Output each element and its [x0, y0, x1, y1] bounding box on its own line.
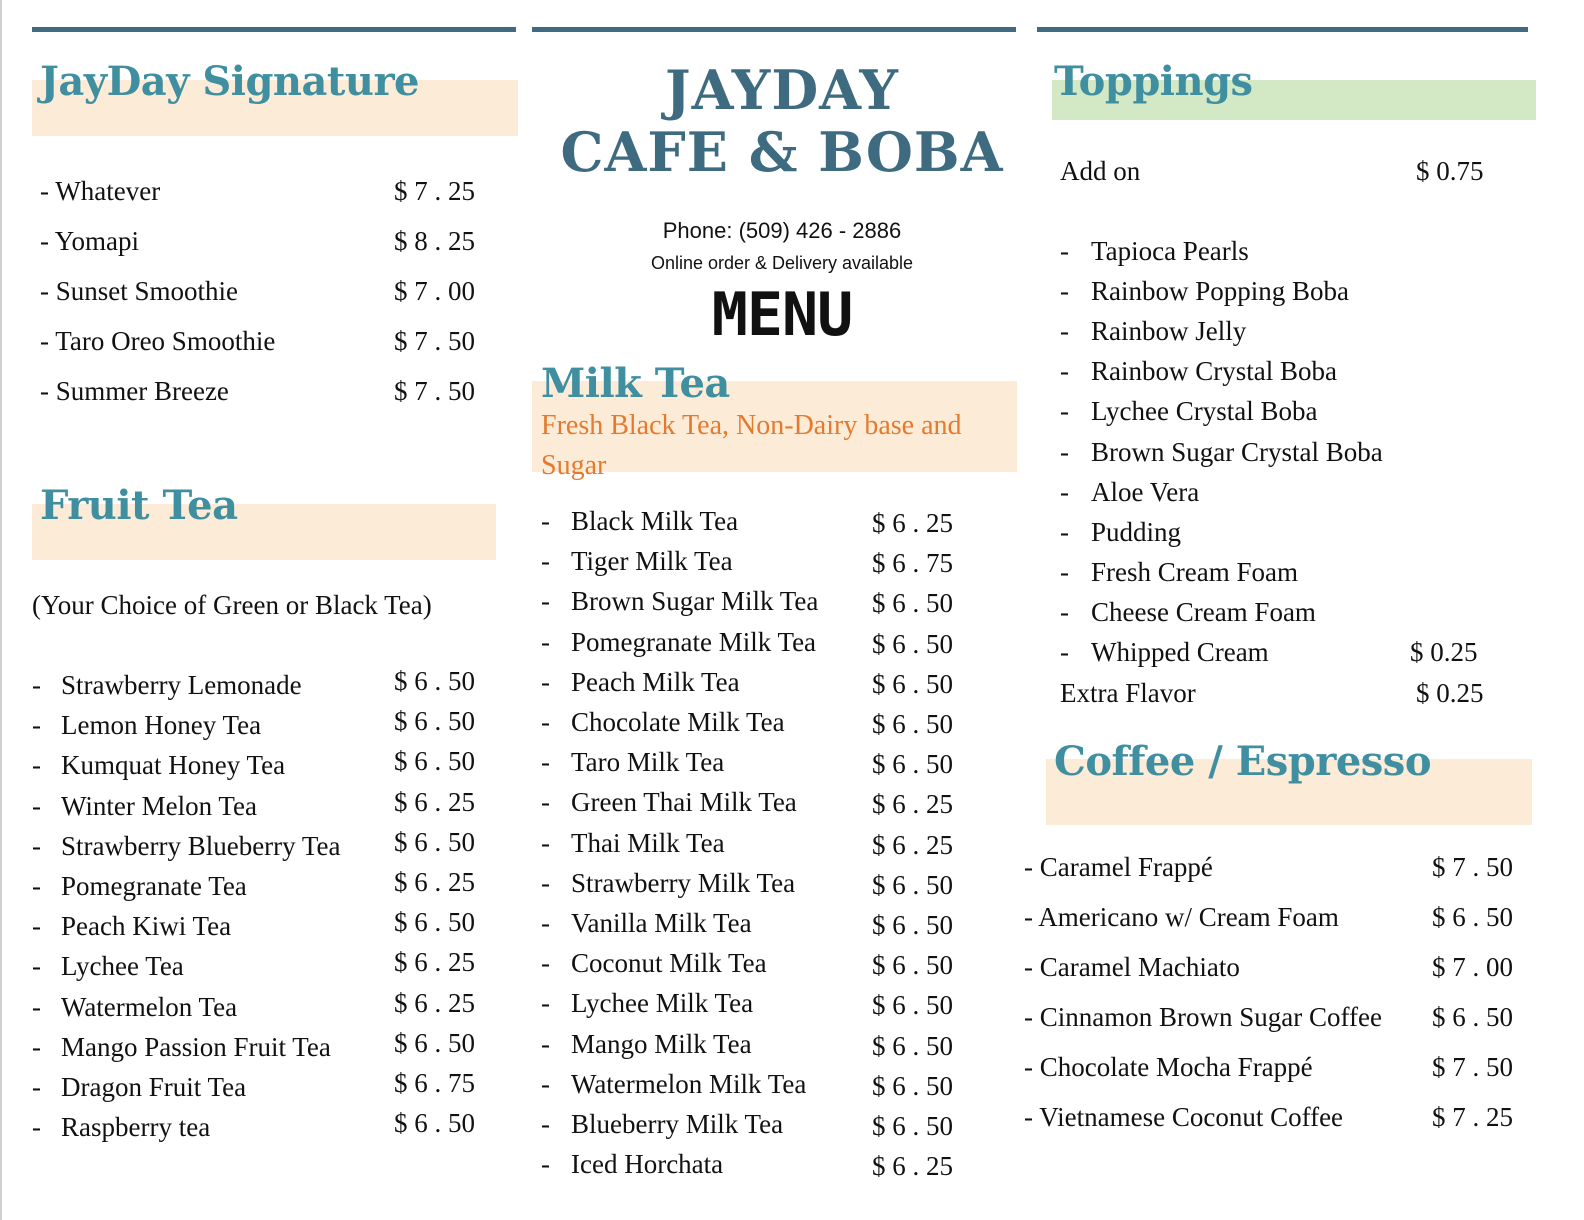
item-price: $ 6 . 25 [394, 867, 475, 897]
item-name: Fresh Cream Foam [1091, 556, 1298, 587]
item-name: Tiger Milk Tea [571, 546, 733, 577]
item-name: Cheese Cream Foam [1091, 596, 1316, 627]
item-name: Winter Melon Tea [61, 790, 257, 821]
item-price: $ 6 . 50 [394, 1027, 475, 1058]
item-name: Pomegranate Tea [61, 871, 247, 901]
item-price: $ 6 . 50 [872, 1030, 953, 1061]
item-name: Black Milk Tea [571, 506, 739, 536]
item-name: - Caramel Machiato [1024, 952, 1240, 982]
item-name: Thai Milk Tea [571, 827, 725, 858]
column-rule-right [1037, 27, 1528, 32]
item-name: Rainbow Jelly [1091, 316, 1247, 347]
item-price: $ 6 . 25 [872, 1151, 953, 1182]
item-price: $ 7 . 50 [394, 376, 475, 406]
item-name: Iced Horchata [571, 1149, 724, 1180]
bullet-dash: - [1060, 436, 1069, 467]
bullet-dash: - [541, 626, 550, 657]
column-rule-left [32, 27, 516, 32]
fruit-tea-heading: Fruit Tea [40, 482, 238, 529]
item-name: Mango Passion Fruit Tea [61, 1031, 331, 1062]
bullet-dash: - [541, 908, 550, 938]
item-price: $ 6 . 50 [872, 749, 953, 780]
bullet-dash: - [541, 747, 550, 778]
coffee-heading: Coffee / Espresso [1054, 738, 1432, 785]
item-price: $ 6 . 25 [394, 987, 475, 1018]
item-price: $ 6 . 50 [872, 990, 953, 1021]
item-name: Whipped Cream [1091, 637, 1269, 667]
cafe-title-line1: JAYDAY [665, 58, 899, 122]
item-price: $ 6 . 50 [394, 826, 475, 857]
bullet-dash: - [1060, 596, 1069, 627]
item-name: Mango Milk Tea [571, 1028, 752, 1059]
item-price: $ 7 . 50 [394, 326, 475, 356]
bullet-dash: - [32, 790, 41, 821]
item-name: - Whatever [40, 176, 161, 206]
item-name: Strawberry Milk Tea [571, 867, 796, 898]
item-price: $ 6 . 50 [872, 910, 953, 940]
item-name: - Taro Oreo Smoothie [40, 326, 276, 356]
milk-tea-subtitle-line2: Sugar [541, 450, 607, 481]
item-name: Strawberry Blueberry Tea [61, 830, 341, 861]
fruit-tea-note: (Your Choice of Green or Black Tea) [32, 590, 432, 620]
signature-heading: JayDay Signature [40, 58, 419, 105]
item-price: $ 6 . 50 [872, 668, 953, 699]
item-name: Blueberry Milk Tea [571, 1109, 784, 1139]
milk-tea-heading: Milk Tea [541, 360, 730, 407]
item-name: Rainbow Crystal Boba [1091, 356, 1337, 387]
item-name: Lychee Tea [61, 951, 184, 982]
item-name: - Cinnamon Brown Sugar Coffee [1024, 1002, 1382, 1032]
item-name: Peach Milk Tea [571, 666, 740, 697]
bullet-dash: - [541, 586, 550, 617]
item-price: $ 0.25 [1410, 637, 1478, 667]
bullet-dash: - [1060, 356, 1069, 387]
item-price: $ 6 . 75 [872, 548, 953, 579]
item-price: $ 6 . 50 [872, 869, 953, 900]
bullet-dash: - [541, 827, 550, 858]
bullet-dash: - [32, 991, 41, 1022]
item-name: Chocolate Milk Tea [571, 707, 785, 737]
add-on-label: Add on [1060, 156, 1141, 186]
item-name: Lemon Honey Tea [61, 710, 262, 741]
item-price: $ 6 . 50 [872, 950, 953, 981]
cafe-title-line2: CAFE & BOBA [560, 120, 1004, 184]
extra-flavor-label: Extra Flavor [1060, 678, 1196, 708]
item-name: Tapioca Pearls [1091, 236, 1249, 266]
bullet-dash: - [541, 1028, 550, 1059]
item-name: Pudding [1091, 516, 1182, 547]
page-edge [0, 0, 2, 1220]
item-name: Dragon Fruit Tea [61, 1072, 247, 1102]
phone-number: Phone: (509) 426 - 2886 [662, 218, 902, 243]
item-name: Vanilla Milk Tea [571, 908, 752, 938]
item-name: Kumquat Honey Tea [61, 750, 286, 781]
item-price: $ 7 . 25 [1432, 1102, 1513, 1132]
item-name: - Chocolate Mocha Frappé [1024, 1052, 1313, 1082]
bullet-dash: - [541, 1109, 550, 1139]
bullet-dash: - [541, 666, 550, 697]
item-name: Watermelon Tea [61, 991, 238, 1022]
item-name: - Americano w/ Cream Foam [1024, 902, 1339, 932]
item-name: Raspberry tea [61, 1112, 211, 1143]
item-name: Coconut Milk Tea [571, 948, 767, 979]
item-price: $ 7 . 25 [394, 176, 475, 206]
milk-tea-subtitle-line1: Fresh Black Tea, Non-Dairy base and [541, 410, 962, 441]
item-price: $ 7 . 50 [1432, 852, 1513, 882]
item-name: Brown Sugar Crystal Boba [1091, 436, 1383, 467]
bullet-dash: - [32, 1112, 41, 1143]
item-name: Lychee Milk Tea [571, 988, 754, 1019]
bullet-dash: - [1060, 236, 1069, 266]
bullet-dash: - [32, 830, 41, 861]
item-name: Watermelon Milk Tea [571, 1068, 807, 1099]
item-price: $ 6 . 50 [394, 907, 475, 938]
item-name: Pomegranate Milk Tea [571, 626, 817, 657]
bullet-dash: - [32, 1072, 41, 1102]
bullet-dash: - [541, 546, 550, 577]
bullet-dash: - [1060, 396, 1069, 427]
item-name: - Vietnamese Coconut Coffee [1024, 1102, 1344, 1132]
item-price: $ 6 . 50 [394, 706, 475, 737]
item-name: Taro Milk Tea [571, 747, 725, 778]
bullet-dash: - [1060, 516, 1069, 547]
bullet-dash: - [541, 988, 550, 1019]
item-name: Strawberry Lemonade [61, 670, 302, 700]
menu-title: MENU [711, 280, 853, 350]
bullet-dash: - [1060, 476, 1069, 507]
bullet-dash: - [1060, 276, 1069, 307]
bullet-dash: - [1060, 316, 1069, 347]
extra-flavor-price: $ 0.25 [1416, 678, 1484, 708]
bullet-dash: - [32, 951, 41, 982]
bullet-dash: - [541, 1149, 550, 1180]
bullet-dash: - [32, 871, 41, 901]
item-price: $ 6 . 50 [872, 628, 953, 659]
item-price: $ 6 . 50 [1432, 1002, 1513, 1032]
item-price: $ 7 . 00 [394, 276, 475, 306]
delivery-note: Online order & Delivery available [650, 253, 914, 273]
bullet-dash: - [541, 1068, 550, 1099]
item-price: $ 7 . 50 [1432, 1052, 1513, 1082]
bullet-dash: - [32, 750, 41, 781]
bullet-dash: - [1060, 637, 1069, 667]
bullet-dash: - [32, 911, 41, 942]
item-name: Green Thai Milk Tea [571, 787, 797, 818]
item-price: $ 6 . 50 [1432, 902, 1513, 932]
item-name: Lychee Crystal Boba [1091, 396, 1318, 427]
item-price: $ 6 . 50 [872, 1111, 953, 1141]
item-price: $ 6 . 25 [872, 789, 953, 820]
item-price: $ 6 . 50 [872, 1070, 953, 1101]
item-price: $ 6 . 50 [872, 709, 953, 739]
toppings-heading: Toppings [1054, 58, 1253, 105]
item-price: $ 6 . 50 [872, 588, 953, 619]
add-on-price: $ 0.75 [1416, 156, 1484, 186]
item-name: - Caramel Frappé [1024, 852, 1213, 882]
item-name: Rainbow Popping Boba [1091, 276, 1350, 307]
item-name: - Summer Breeze [40, 376, 229, 406]
item-price: $ 6 . 50 [394, 746, 475, 777]
item-price: $ 6 . 25 [394, 786, 475, 817]
bullet-dash: - [541, 787, 550, 818]
column-rule-center [532, 27, 1016, 32]
item-name: Peach Kiwi Tea [61, 911, 232, 942]
bullet-dash: - [32, 710, 41, 741]
bullet-dash: - [32, 1031, 41, 1062]
bullet-dash: - [541, 506, 550, 536]
item-name: - Yomapi [40, 226, 140, 256]
item-name: - Sunset Smoothie [40, 276, 239, 306]
item-price: $ 6 . 25 [394, 947, 475, 978]
item-price: $ 6 . 50 [394, 666, 475, 696]
bullet-dash: - [1060, 556, 1069, 587]
item-price: $ 7 . 00 [1432, 952, 1513, 982]
item-name: Brown Sugar Milk Tea [571, 586, 819, 617]
item-price: $ 8 . 25 [394, 226, 475, 256]
item-name: Aloe Vera [1091, 476, 1200, 507]
bullet-dash: - [541, 948, 550, 979]
item-price: $ 6 . 25 [872, 508, 953, 538]
bullet-dash: - [32, 670, 41, 700]
item-price: $ 6 . 25 [872, 829, 953, 860]
item-price: $ 6 . 75 [394, 1068, 475, 1098]
bullet-dash: - [541, 867, 550, 898]
bullet-dash: - [541, 707, 550, 737]
item-price: $ 6 . 50 [394, 1108, 475, 1139]
